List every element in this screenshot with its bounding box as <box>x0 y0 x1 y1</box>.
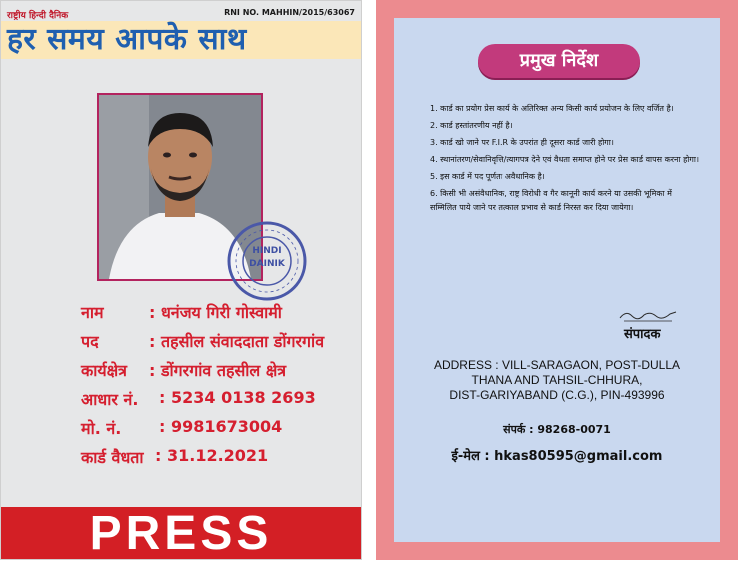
detail-label: आधार नं. <box>81 390 139 409</box>
rule-item: 1. कार्ड का प्रयोग प्रेस कार्य के अतिरिक्त अन्य किसी कार्य प्रयोजन के लिए वर्जित है। <box>430 104 674 113</box>
detail-label: पद <box>81 332 99 351</box>
detail-value: : डोंगरगांव तहसील क्षेत्र <box>149 361 287 380</box>
press-card-front <box>0 0 362 560</box>
press-banner <box>1 507 361 560</box>
detail-label: नाम <box>81 303 104 322</box>
detail-label: मो. नं. <box>81 419 122 438</box>
tagline: राष्ट्रीय हिन्दी दैनिक <box>7 11 69 21</box>
press-label: PRESS <box>89 507 273 560</box>
detail-value: : धनंजय गिरी गोस्वामी <box>149 303 282 322</box>
masthead <box>1 21 361 59</box>
address-line: DIST-GARIYABAND (C.G.), PIN-493996 <box>449 388 665 402</box>
email-address: ई-मेल : hkas80595@gmail.com <box>451 449 663 464</box>
rule-item: 5. इस कार्ड में पद पूर्णतः अवैधानिक है। <box>430 172 545 181</box>
instructions-panel <box>394 18 720 542</box>
address-line: THANA AND TAHSIL-CHHURA, <box>471 373 643 387</box>
address-line: ADDRESS : VILL-SARAGAON, POST-DULLA <box>433 358 681 372</box>
contact-number: संपर्क : 98268-0071 <box>503 423 611 436</box>
rule-item: 2. कार्ड हस्तांतरणीय नहीं है। <box>430 121 513 130</box>
detail-label: कार्यक्षेत्र <box>81 361 128 380</box>
press-card-back <box>376 0 738 560</box>
seal-text-line2: DAINIK <box>249 259 285 269</box>
seal-text-line1: HINDI <box>252 246 282 256</box>
editor-label: संपादक <box>624 327 661 342</box>
newspaper-seal <box>225 219 309 303</box>
detail-value: : 31.12.2021 <box>155 446 269 465</box>
instructions-title: प्रमुख निर्देश <box>478 44 640 78</box>
rules-list <box>430 102 700 218</box>
masthead-title: हर समय आपके साथ <box>7 22 247 57</box>
rni-number: RNI NO. MAHHIN/2015/63067 <box>224 8 355 17</box>
rule-item: 4. स्थानांतरण/सेवानिवृत्ति/त्यागपत्र देने एवं वैधता समाप्त होने पर प्रेस कार्ड वापस करना होगा। <box>430 155 699 164</box>
detail-value: : 5234 0138 2693 <box>159 388 316 407</box>
detail-label: कार्ड वैधता <box>81 448 144 467</box>
address-block <box>404 358 710 403</box>
detail-value: : 9981673004 <box>159 417 283 436</box>
signature-icon <box>618 306 678 324</box>
rule-item: 6. किसी भी असंवैधानिक, राष्ट्र विरोधी व गैर कानूनी कार्य करने या उसकी भूमिका में सम्मिलित पाये जाने पर तत्काल प्रभाव से कार्ड निरस्त कर दिया जायेगा। <box>430 189 672 212</box>
detail-value: : तहसील संवाददाता डोंगरगांव <box>149 332 325 351</box>
rule-item: 3. कार्ड खो जाने पर F.I.R के उपरांत ही दूसरा कार्ड जारी होगा। <box>430 138 614 147</box>
